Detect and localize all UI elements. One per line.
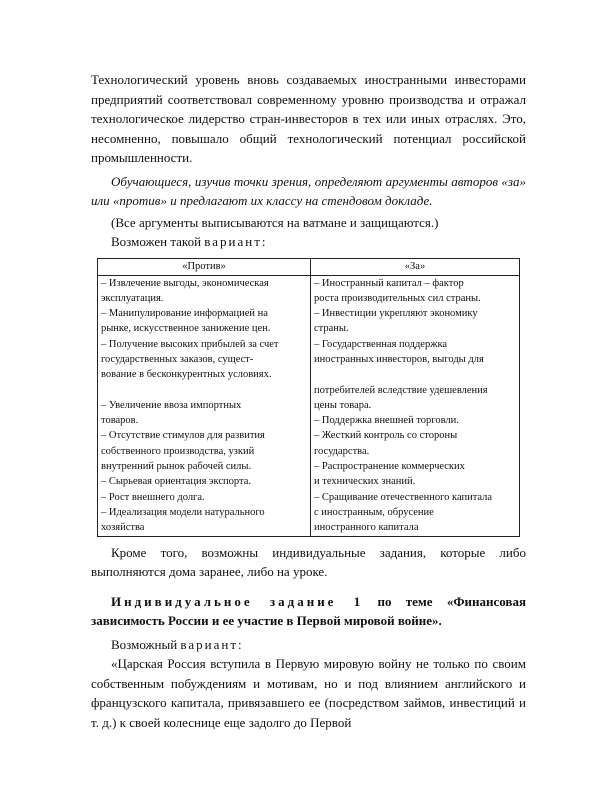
against-line: вование в бесконкурентных условиях.	[101, 369, 272, 381]
header-against: «Против»	[98, 258, 311, 275]
for-line: роста производительных сил страны.	[314, 292, 481, 304]
variant-spaced: вариант	[180, 636, 239, 652]
against-line: – Рост внешнего долга.	[101, 491, 205, 503]
task-heading-spaced: Индивидуальное задание 1	[111, 593, 364, 609]
table-row	[98, 275, 520, 536]
for-line: – Жесткий контроль со стороны	[314, 430, 458, 442]
against-line: – Отсутствие стимулов для развития	[101, 430, 265, 442]
against-line: – Сырьевая ориентация экспорта.	[101, 476, 252, 488]
task-heading-rest: по теме «Финансовая зависимость России и ее участие в Первой мировой войне».	[91, 593, 526, 629]
arguments-table	[97, 258, 520, 537]
against-line: товаров.	[101, 415, 139, 427]
against-line: – Увеличение ввоза импортных	[101, 399, 242, 411]
variant-line-1	[91, 232, 526, 252]
for-line: государства.	[314, 445, 370, 457]
task-heading	[91, 592, 526, 631]
paragraph-note: (Все аргументы выписываются на ватмане и защищаются.)	[111, 214, 439, 230]
variant-suffix: :	[238, 636, 242, 652]
for-line: иностранных инвесторов, выгоды для	[314, 353, 484, 365]
against-line: внутренний рынок рабочей силы.	[101, 461, 252, 473]
for-line: – Государственная поддержка	[314, 338, 448, 350]
variant-line-2	[91, 635, 526, 655]
header-for: «За»	[311, 258, 520, 275]
for-line: – Поддержка внешней торговли.	[314, 415, 459, 427]
for-line: – Сращивание отечественного капитала	[314, 491, 493, 503]
document-page	[91, 70, 526, 732]
against-line: – Идеализация модели натурального	[101, 506, 265, 518]
for-line: цены товара.	[314, 399, 372, 411]
against-line: эксплуатация.	[101, 292, 164, 304]
against-line: – Извлечение выгоды, экономическая	[101, 277, 269, 289]
for-cell	[311, 275, 520, 536]
paragraph-tech-level: Технологический уровень вновь создаваемых иностранными инвесторами предприятий соответствовал современному уровню производства и отражал технологическое лидерство стран-инвесторов в тех или иных отраслях. Это, несомненно, повышало общий технологический потенциал российской промышленности.	[91, 72, 526, 165]
against-line: – Получение высоких прибылей за счет	[101, 338, 279, 350]
line-gap	[314, 367, 516, 382]
table-header-row	[98, 258, 520, 275]
against-cell	[98, 275, 311, 536]
against-line: рынке, искусственное занижение цен.	[101, 323, 271, 335]
for-line: потребителей вследствие удешевления	[314, 384, 488, 396]
variant-suffix: :	[261, 234, 266, 249]
against-line: – Манипулирование информацией на	[101, 308, 268, 320]
for-line: иностранного капитала	[314, 522, 419, 534]
paragraph-quote: «Царская Россия вступила в Первую мировую войну не только по своим собственным побуждениям и мотивам, но и под влиянием английского и французского капитала, привязавшего ее (посредством займов, инвестиций и т. д.) к своей колеснице еще задолго до Первой	[91, 656, 526, 730]
for-line: и технических знаний.	[314, 476, 416, 488]
for-line: с иностранным, обрусение	[314, 506, 434, 518]
line-gap	[101, 383, 307, 398]
variant-prefix: Возможный	[111, 636, 181, 652]
paragraph-instruction: Обучающиеся, изучив точки зрения, определяют аргументы авторов «за» или «против» и предлагают их классу на стендовом докладе.	[91, 173, 526, 208]
for-line: – Распространение коммерческих	[314, 461, 465, 473]
variant-spaced: вариант	[204, 234, 262, 249]
variant-prefix: Возможен такой	[111, 234, 205, 249]
against-line: государственных заказов, сущест-	[101, 353, 254, 365]
for-line: – Инвестиции укрепляют экономику	[314, 308, 478, 320]
for-line: – Иностранный капитал – фактор	[314, 277, 464, 289]
against-line: собственного производства, узкий	[101, 445, 255, 457]
for-line: страны.	[314, 323, 349, 335]
paragraph-individual-tasks: Кроме того, возможны индивидуальные задания, которые либо выполняются дома заранее, либо на уроке.	[91, 544, 526, 580]
against-line: хозяйства	[101, 522, 145, 534]
